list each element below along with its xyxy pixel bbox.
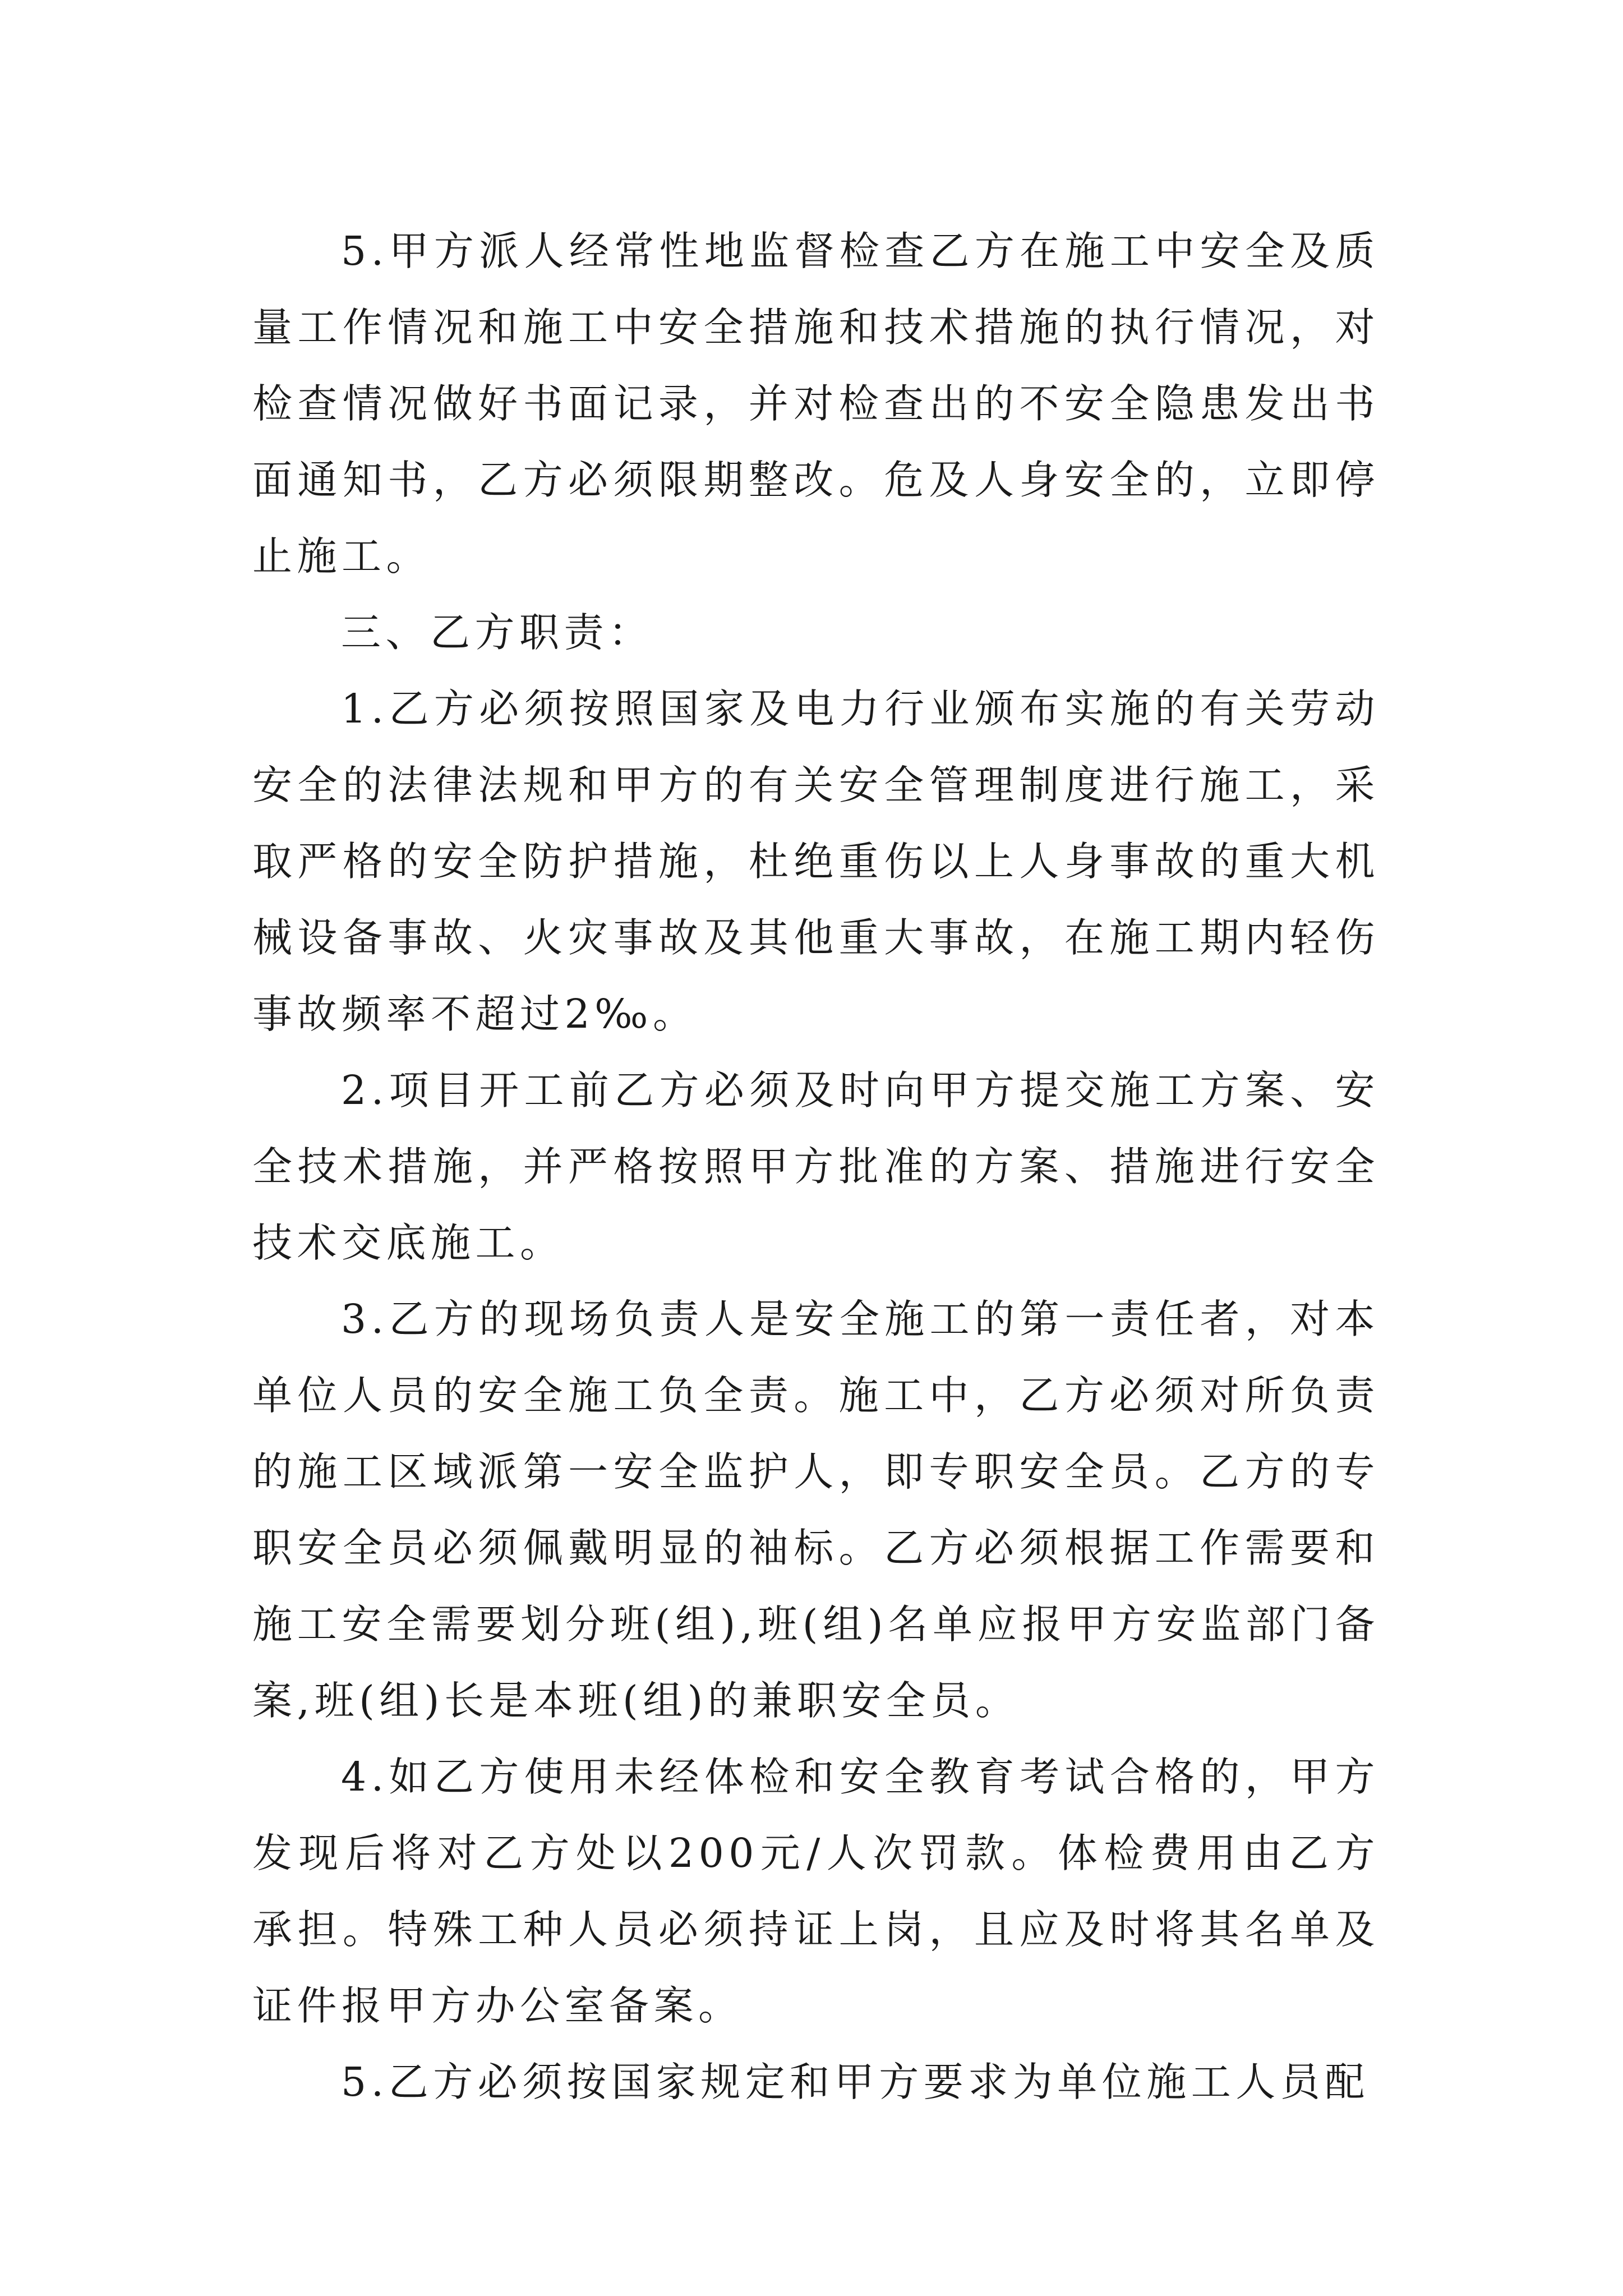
document-page [252,213,1380,2120]
paragraph-party-b-item-4: 4.如乙方使用未经体检和安全教育考试合格的，甲方发现后将对乙方处以200元/人次罚款。体检费用由乙方承担。特殊工种人员必须持证上岗，且应及时将其名单及证件报甲方办公室备案。 [252,1754,1380,2029]
paragraph-party-b-item-3: 3.乙方的现场负责人是安全施工的第一责任者，对本单位人员的安全施工负全责。施工中，乙方必须对所负责的施工区域派第一安全监护人，即专职安全员。乙方的专职安全员必须佩戴明显的袖标。乙方必须根据工作需要和施工安全需要划分班(组),班(组)名单应报甲方安监部门备案,班(组)长是本班(组)的兼职安全员。 [252,1296,1380,1724]
paragraph-party-b-item-5: 5.乙方必须按国家规定和甲方要求为单位施工人员配 [341,2059,1370,2105]
paragraph-party-a-item-5: 5.甲方派人经常性地监督检查乙方在施工中安全及质量工作情况和施工中安全措施和技术措施的执行情况，对检查情况做好书面记录，并对检查出的不安全隐患发出书面通知书，乙方必须限期整改。危及人身安全的，立即停止施工。 [252,228,1380,579]
section-heading-party-b-duties: 三、乙方职责： [341,609,653,656]
paragraph-party-b-item-1: 1.乙方必须按照国家及电力行业颁布实施的有关劳动安全的法律法规和甲方的有关安全管理制度进行施工，采取严格的安全防护措施，杜绝重伤以上人身事故的重大机械设备事故、火灾事故及其他重大事故，在施工期内轻伤事故频率不超过2‰。 [252,685,1380,1037]
paragraph-party-b-item-2: 2.项目开工前乙方必须及时向甲方提交施工方案、安全技术措施，并严格按照甲方批准的方案、措施进行安全技术交底施工。 [252,1067,1380,1266]
